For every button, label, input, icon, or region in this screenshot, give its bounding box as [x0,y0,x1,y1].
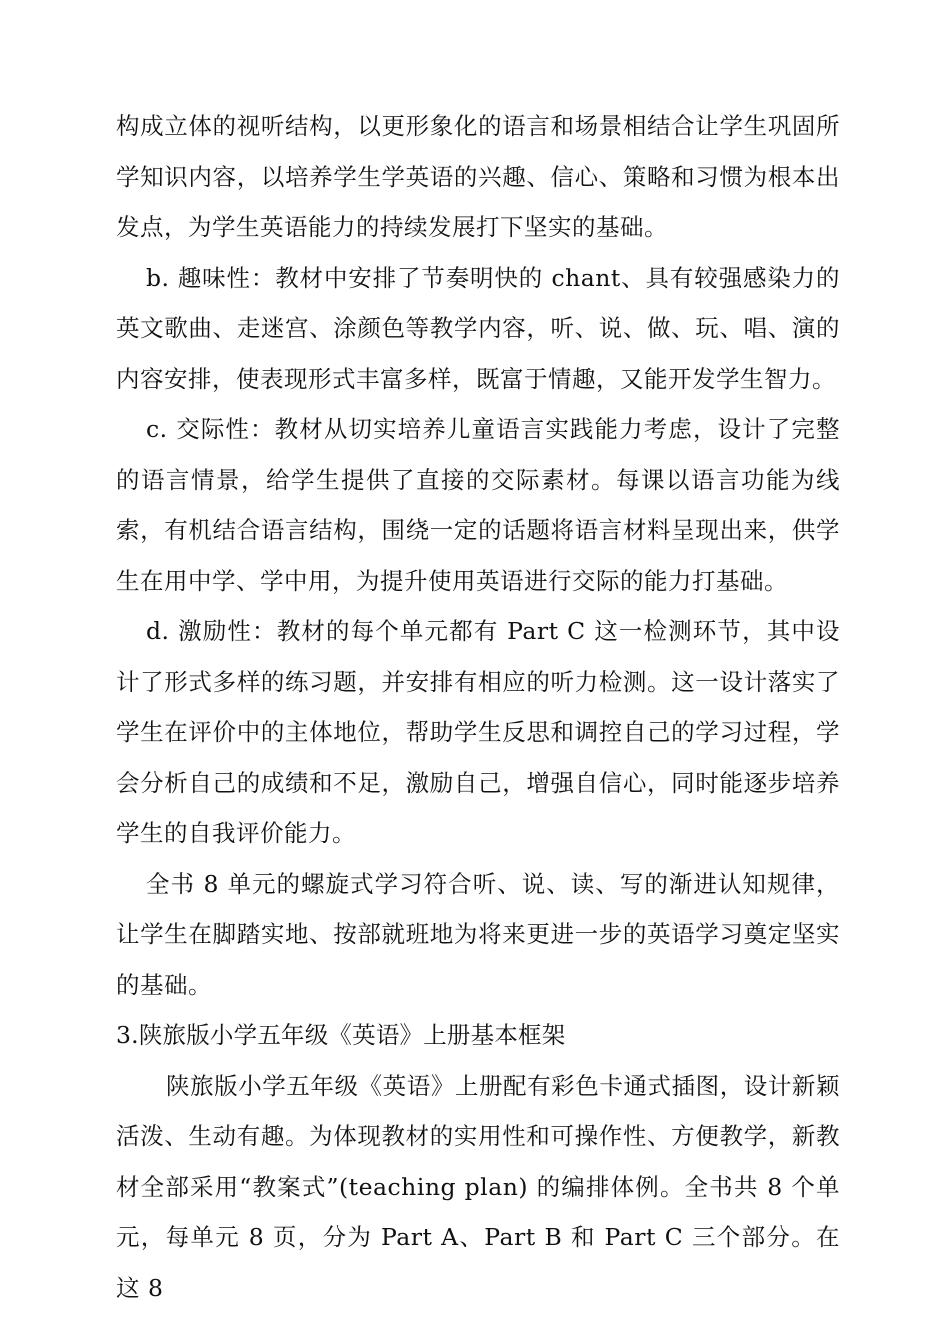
paragraph-summary: 全书 8 单元的螺旋式学习符合听、说、读、写的渐进认知规律，让学生在脚踏实地、按部就班地为将来更进一步的英语学习奠定坚实的基础。 [116,869,840,999]
paragraph-communicative-feature: c. 交际性：教材从切实培养儿童语言实践能力考虑，设计了完整的语言情景，给学生提供了直接的交际素材。每课以语言功能为线索，有机结合语言结构，围绕一定的话题将语言材料呈现出来，供学生在用中学、学中用，为提升使用英语进行交际的能力打基础。 [116,415,840,595]
paragraph-motivational-feature: d. 激励性：教材的每个单元都有 Part C 这一检测环节，其中设计了形式多样的练习题，并安排有相应的听力检测。这一设计落实了学生在评价中的主体地位，帮助学生反思和调控自己的学习过程，学会分析自己的成绩和不足，激励自己，增强自信心，同时能逐步培养学生的自我评价能力。 [116,617,840,847]
paragraph-intro-continued: 构成立体的视听结构，以更形象化的语言和场景相结合让学生巩固所学知识内容，以培养学生学英语的兴趣、信心、策略和习惯为根本出发点，为学生英语能力的持续发展打下坚实的基础。 [116,112,840,241]
section-heading: 3.陕旅版小学五年级《英语》上册基本框架 [116,1021,566,1049]
paragraph-framework-intro: 陕旅版小学五年级《英语》上册配有彩色卡通式插图，设计新颖活泼、生动有趣。为体现教材的实用性和可操作性、方便教学，新教材全部采用“教案式”(teaching plan) 的编排体例。全书共 8 个单元，每单元 8 页，分为 Part A、Part B 和 Part C 三个部分。在这 8 [116,1071,840,1302]
paragraph-fun-feature: b. 趣味性：教材中安排了节奏明快的 chant、具有较强感染力的英文歌曲、走迷宫、涂颜色等教学内容，听、说、做、玩、唱、演的内容安排，使表现形式丰富多样，既富于情趣，又能开发学生智力。 [116,263,840,393]
document-page [116,101,840,1313]
